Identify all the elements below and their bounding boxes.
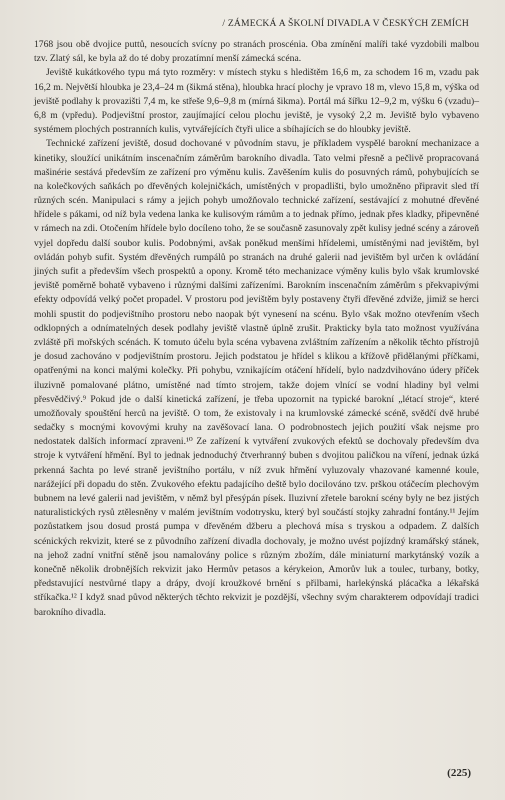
body-text: [34, 38, 479, 620]
page-number: (225): [447, 767, 471, 779]
paragraph: 1768 jsou obě dvojice puttů, nesoucích svícny po stranách proscénia. Oba zmínění malíři také vyzdobili malbou tzv. Zlatý sál, ke byla až do té doby prozatímní menší zámecká scéna.: [34, 39, 479, 65]
paragraph: Technické zařízení jeviště, dosud dochované v původním stavu, je příkladem vyspělé barokní mechanizace a kinetiky, sloužící unikátním inscenačním záměrům barokního divadla. Tato velmi přesně a pečlivě propracovaná mašinérie sestává především ze zařízení pro výměnu kulis. Zavěšením kulis do posuvných rámů, pohybujících se na kolečkových saňkách po dřevěných kolejničkách, umístěných v propadlišti, bylo umožněno připravit sled tří různých scén. Manipulaci s rámy a jejich pohyb umožňovalo technické zařízení, sestávající z mohutné dřevěné hřídele s pákami, od níž byla vedena lanka ke kulisovým rámům a to jednak přímo, jednak přes kladky, připevněné v rámech na zdi. Otočením hřídele bylo docíleno toho, že se současně zasunovaly zpět kulisy jedné scény a zároveň vyjel dopředu další soubor kulis. Podobnými, avšak poněkud menšími hřídelemi, umístěnými nad jevištěm, byl ovládán pohyb sufit. Systém dřevěných rumpálů po stranách na druhé galerii nad jevištěm byl určen k ovládání jiných sufit a především všech prospektů a opony. Kromě této mechanizace výměny kulis bylo však krumlovské jeviště poměrně bohatě vybaveno i různými dalšími zařízeními. Barokním inscenačním záměrům s překvapivými efekty odpovídá velký počet propadel. V prostoru pod jevištěm byly postaveny čtyři dřevěné zdviže, jimiž se herci mohli spustit do podjevištního prostoru nebo naopak být vynesení na scénu. Bylo však možno otevřením všech odklopných a odnímatelných desek podlahy jeviště vlastně úplně zrušit. Prakticky byla tato možnost využívána zvláště při mořských scénách. K tomuto účelu byla scéna vybavena zvláštním zařízením a několik těchto přístrojů je dosud zachováno v podjevištním prostoru. Jejich podstatou je hřídel s klikou a křížově přidělanými příčkami, opatřenými na konci malými kolečky. Při pohybu, vznikajícím otáčení hřídelí, bylo nadzdvihováno údery příček iluzivně pomalované plátno, umístěné nad tímto strojem, takže dojem vlnící se vodní hladiny byl velmi přesvědčivý.⁹ Pokud jde o další kinetická zařízení, je třeba upozornit na typické barokní „létací stroje“, které umožňovaly spouštění herců na jeviště. O tom, že existovaly i na krumlovské zámecké scéně, svědčí dvě hrubé sedačky s mocnými kovovými kruhy na zavěšovací lana. O podrobnostech jejich použití však nejsme pro nedostatek dalších informací zpraveni.¹⁰ Ze zařízení k vytváření zvukových efektů se dochovaly především dva stroje k vytváření hřmění. Byl to jednak jednoduchý čtverhranný buben s dvojitou paličkou na víření, jednak úzká prkenná šachta po levé straně jevištního portálu, v níž zvuk hřmění vyluzovaly vhazované kamenné koule, narážející při dopadu do stěn. Zvukového efektu padajícího deště bylo docilováno tzv. prškou otáčecím plechovým bubnem na levé galerii nad jevištěm, v němž byl přesýpán písek. Iluzivní zřetele barokní scény byly ne bez jistých naturalistických rysů ztělesněny v malém jevištním vodotrysku, který byl součástí stojky zahradní fontány.¹¹ Jejím pozůstatkem jsou dosud prostá pumpa v dřevěném džberu a plechová mísa s tryskou a odpadem. Z dalších scénických rekvizit, které se z původního zařízení divadla dochovaly, je možno uvést pojízdný kramářský stánek, na jehož zadní vnitřní stěně jsou namalovány police s různým zbožím, dále miniaturní markytánský vozík a konečně několik drobnějších rekvizit jako Hermův petasos a kérykeion, Amorův luk a toulec, turbany, botky, představující nestvůrné tlapy a drápy, dvojí kroužkové brnění s přilbami, harlekýnská plácačka a lékařská stříkačka.¹² I když snad původ některých těchto rekvizit je pozdější, všechny svým charakterem odpovídají tradici barokního divadla.: [34, 138, 479, 618]
paragraph: Jeviště kukátkového typu má tyto rozměry: v místech styku s hledištěm 16,6 m, za schodem 16 m, vzadu pak 16,2 m. Největší hloubka je 23,4–24 m (šikmá stěna), hloubka hrací plochy je vpravo 18 m, vlevo 15,8 m, výška od jeviště podlahy k provazišti 7,4 m, ke střeše 9,6–9,8 m (mírná šikma). Portál má šířku 12–9,2 m, výšku 6 (vzadu)–6,8 m (vpředu). Podjevištní prostor, zaujímající celou plochu jeviště, je vysoký 2,2 m. Jeviště bylo vybaveno systémem plochých postranních kulis, vytvářejících čtyři ulice a sbíhajících se do hloubky jeviště.: [34, 67, 479, 136]
running-header: / ZÁMECKÁ A ŠKOLNÍ DIVADLA V ČESKÝCH ZEMÍCH: [222, 18, 469, 29]
